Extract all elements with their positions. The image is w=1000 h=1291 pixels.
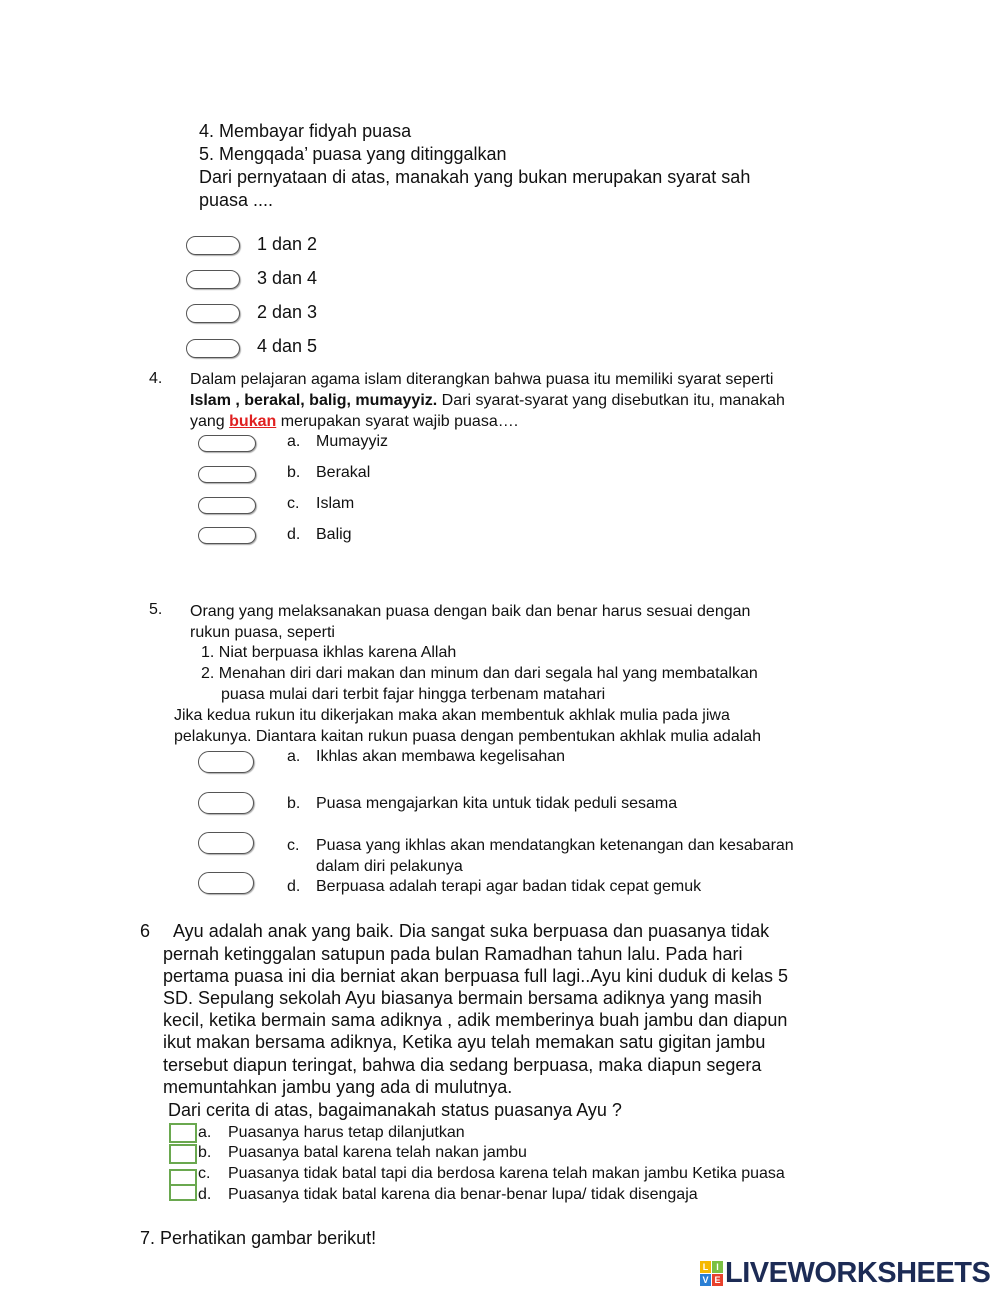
q5-option-letter: b. — [287, 795, 301, 812]
q4-option-a-input[interactable] — [198, 435, 256, 452]
q3-option-a-input[interactable] — [186, 236, 240, 255]
q6-line: pertama puasa ini dia berniat akan berpuasa full lagi..Ayu kini duduk di kelas 5 — [163, 966, 789, 986]
q4-text: merupakan syarat wajib puasa…. — [276, 413, 519, 430]
q3-option-label: 4 dan 5 — [257, 336, 318, 356]
q3-option-label: 3 dan 4 — [257, 268, 318, 288]
logo-block: L — [700, 1261, 711, 1273]
q3-option-b-input[interactable] — [186, 270, 240, 289]
q6-option-letter: c. — [198, 1165, 211, 1182]
q6-question: Dari cerita di atas, bagaimanakah status puasanya Ayu ? — [168, 1100, 622, 1120]
q5-option-d-input[interactable] — [198, 872, 254, 894]
q5-option-label: Ikhlas akan membawa kegelisahan — [316, 748, 566, 765]
q5-option-a-input[interactable] — [198, 751, 254, 773]
q6-option-letter: a. — [198, 1124, 212, 1141]
q4-line — [190, 393, 785, 409]
q3-option-label: 1 dan 2 — [257, 234, 318, 254]
q4-number: 4. — [149, 370, 163, 387]
q4-text: yang — [190, 413, 230, 430]
q5-option-letter: c. — [287, 837, 300, 854]
q5-option-letter: d. — [287, 878, 301, 895]
q6-number: 6 — [140, 921, 151, 941]
q5-line: Orang yang melaksanakan puasa dengan baik dan benar harus sesuai dengan — [190, 603, 751, 620]
q5-item: puasa mulai dari terbit fajar hingga terbenam matahari — [221, 686, 606, 703]
q6-line: tersebut diapun teringat, bahwa dia sedang berpuasa, maka diapun segera — [163, 1055, 762, 1075]
liveworksheets-logo — [700, 1257, 990, 1290]
q3-line: 4. Membayar fidyah puasa — [199, 121, 412, 141]
q5-item: 1. Niat berpuasa ikhlas karena Allah — [201, 644, 457, 661]
q6-option-label: Puasanya harus tetap dilanjutkan — [228, 1124, 465, 1141]
q3-option-d-input[interactable] — [186, 339, 240, 358]
q6-line: ikut makan bersama adiknya, Ketika ayu telah memakan satu gigitan jambu — [163, 1032, 766, 1052]
logo-block: E — [712, 1274, 723, 1286]
logo-block: V — [700, 1274, 711, 1286]
q5-option-b-input[interactable] — [198, 792, 254, 814]
q4-option-letter: b. — [287, 464, 301, 481]
q5-option-c-input[interactable] — [198, 832, 254, 854]
q4-line: Dalam pelajaran agama islam diterangkan bahwa puasa itu memiliki syarat seperti — [190, 371, 774, 388]
q4-line-rest: Dari syarat-syarat yang disebutkan itu, manakah — [437, 392, 785, 409]
q5-number: 5. — [149, 601, 163, 618]
q6-option-label: Puasanya tidak batal tapi dia berdosa karena telah makan jambu Ketika puasa — [228, 1165, 785, 1182]
q6-option-label: Puasanya batal karena telah nakan jambu — [228, 1144, 527, 1161]
q6-line: memuntahkan jambu yang ada di mulutnya. — [163, 1077, 513, 1097]
q6-line: pernah ketinggalan satupun pada bulan Ramadhan tahun lalu. Pada hari — [163, 944, 743, 964]
q4-option-label: Islam — [316, 495, 355, 512]
q4-option-label: Balig — [316, 526, 352, 543]
q4-option-letter: a. — [287, 433, 301, 450]
q4-option-d-input[interactable] — [198, 527, 256, 544]
q6-option-a-input[interactable] — [169, 1123, 197, 1143]
q3-line: puasa .... — [199, 190, 274, 210]
q4-option-label: Mumayyiz — [316, 433, 389, 450]
q5-question: Jika kedua rukun itu dikerjakan maka akan membentuk akhlak mulia pada jiwa — [174, 707, 730, 724]
q5-line: rukun puasa, seperti — [190, 624, 335, 641]
q4-emphasis: bukan — [229, 413, 277, 430]
q7-text: 7. Perhatikan gambar berikut! — [140, 1228, 377, 1248]
q6-line: SD. Sepulang sekolah Ayu biasanya bermain bersama adiknya yang masih — [163, 988, 763, 1008]
q5-option-letter: a. — [287, 748, 301, 765]
q4-option-c-input[interactable] — [198, 497, 256, 514]
q5-option-label: Berpuasa adalah terapi agar badan tidak cepat gemuk — [316, 878, 702, 895]
q6-line: kecil, ketika bermain sama adiknya , adik memberinya buah jambu dan diapun — [163, 1010, 788, 1030]
q5-question: pelakunya. Diantara kaitan rukun puasa dengan pembentukan akhlak mulia adalah — [174, 728, 762, 745]
q6-option-d-input[interactable] — [169, 1184, 197, 1201]
q3-line: Dari pernyataan di atas, manakah yang bukan merupakan syarat sah — [199, 167, 751, 187]
q5-option-label-cont: dalam diri pelakunya — [316, 858, 463, 875]
q6-line: Ayu adalah anak yang baik. Dia sangat suka berpuasa dan puasanya tidak — [173, 921, 770, 941]
logo-block: I — [712, 1261, 723, 1273]
q4-line — [190, 414, 518, 430]
q4-option-label: Berakal — [316, 464, 371, 481]
q3-option-label: 2 dan 3 — [257, 302, 318, 322]
q4-bold-terms: Islam , berakal, balig, mumayyiz. — [190, 392, 438, 409]
q5-item: 2. Menahan diri dari makan dan minum dan dari segala hal yang membatalkan — [201, 665, 758, 682]
q4-option-letter: c. — [287, 495, 300, 512]
q4-option-b-input[interactable] — [198, 466, 256, 483]
q5-option-label: Puasa yang ikhlas akan mendatangkan ketenangan dan kesabaran — [316, 837, 794, 854]
q6-option-b-input[interactable] — [169, 1144, 197, 1164]
logo-blocks-icon — [700, 1261, 723, 1286]
q6-option-label: Puasanya tidak batal karena dia benar-benar lupa/ tidak disengaja — [228, 1186, 698, 1203]
q3-line: 5. Mengqada’ puasa yang ditinggalkan — [199, 144, 507, 164]
q6-option-letter: d. — [198, 1186, 212, 1203]
q4-option-letter: d. — [287, 526, 301, 543]
q5-option-label: Puasa mengajarkan kita untuk tidak peduli sesama — [316, 795, 678, 812]
q3-option-c-input[interactable] — [186, 304, 240, 323]
logo-text: LIVEWORKSHEETS — [725, 1257, 991, 1289]
q6-option-letter: b. — [198, 1144, 212, 1161]
